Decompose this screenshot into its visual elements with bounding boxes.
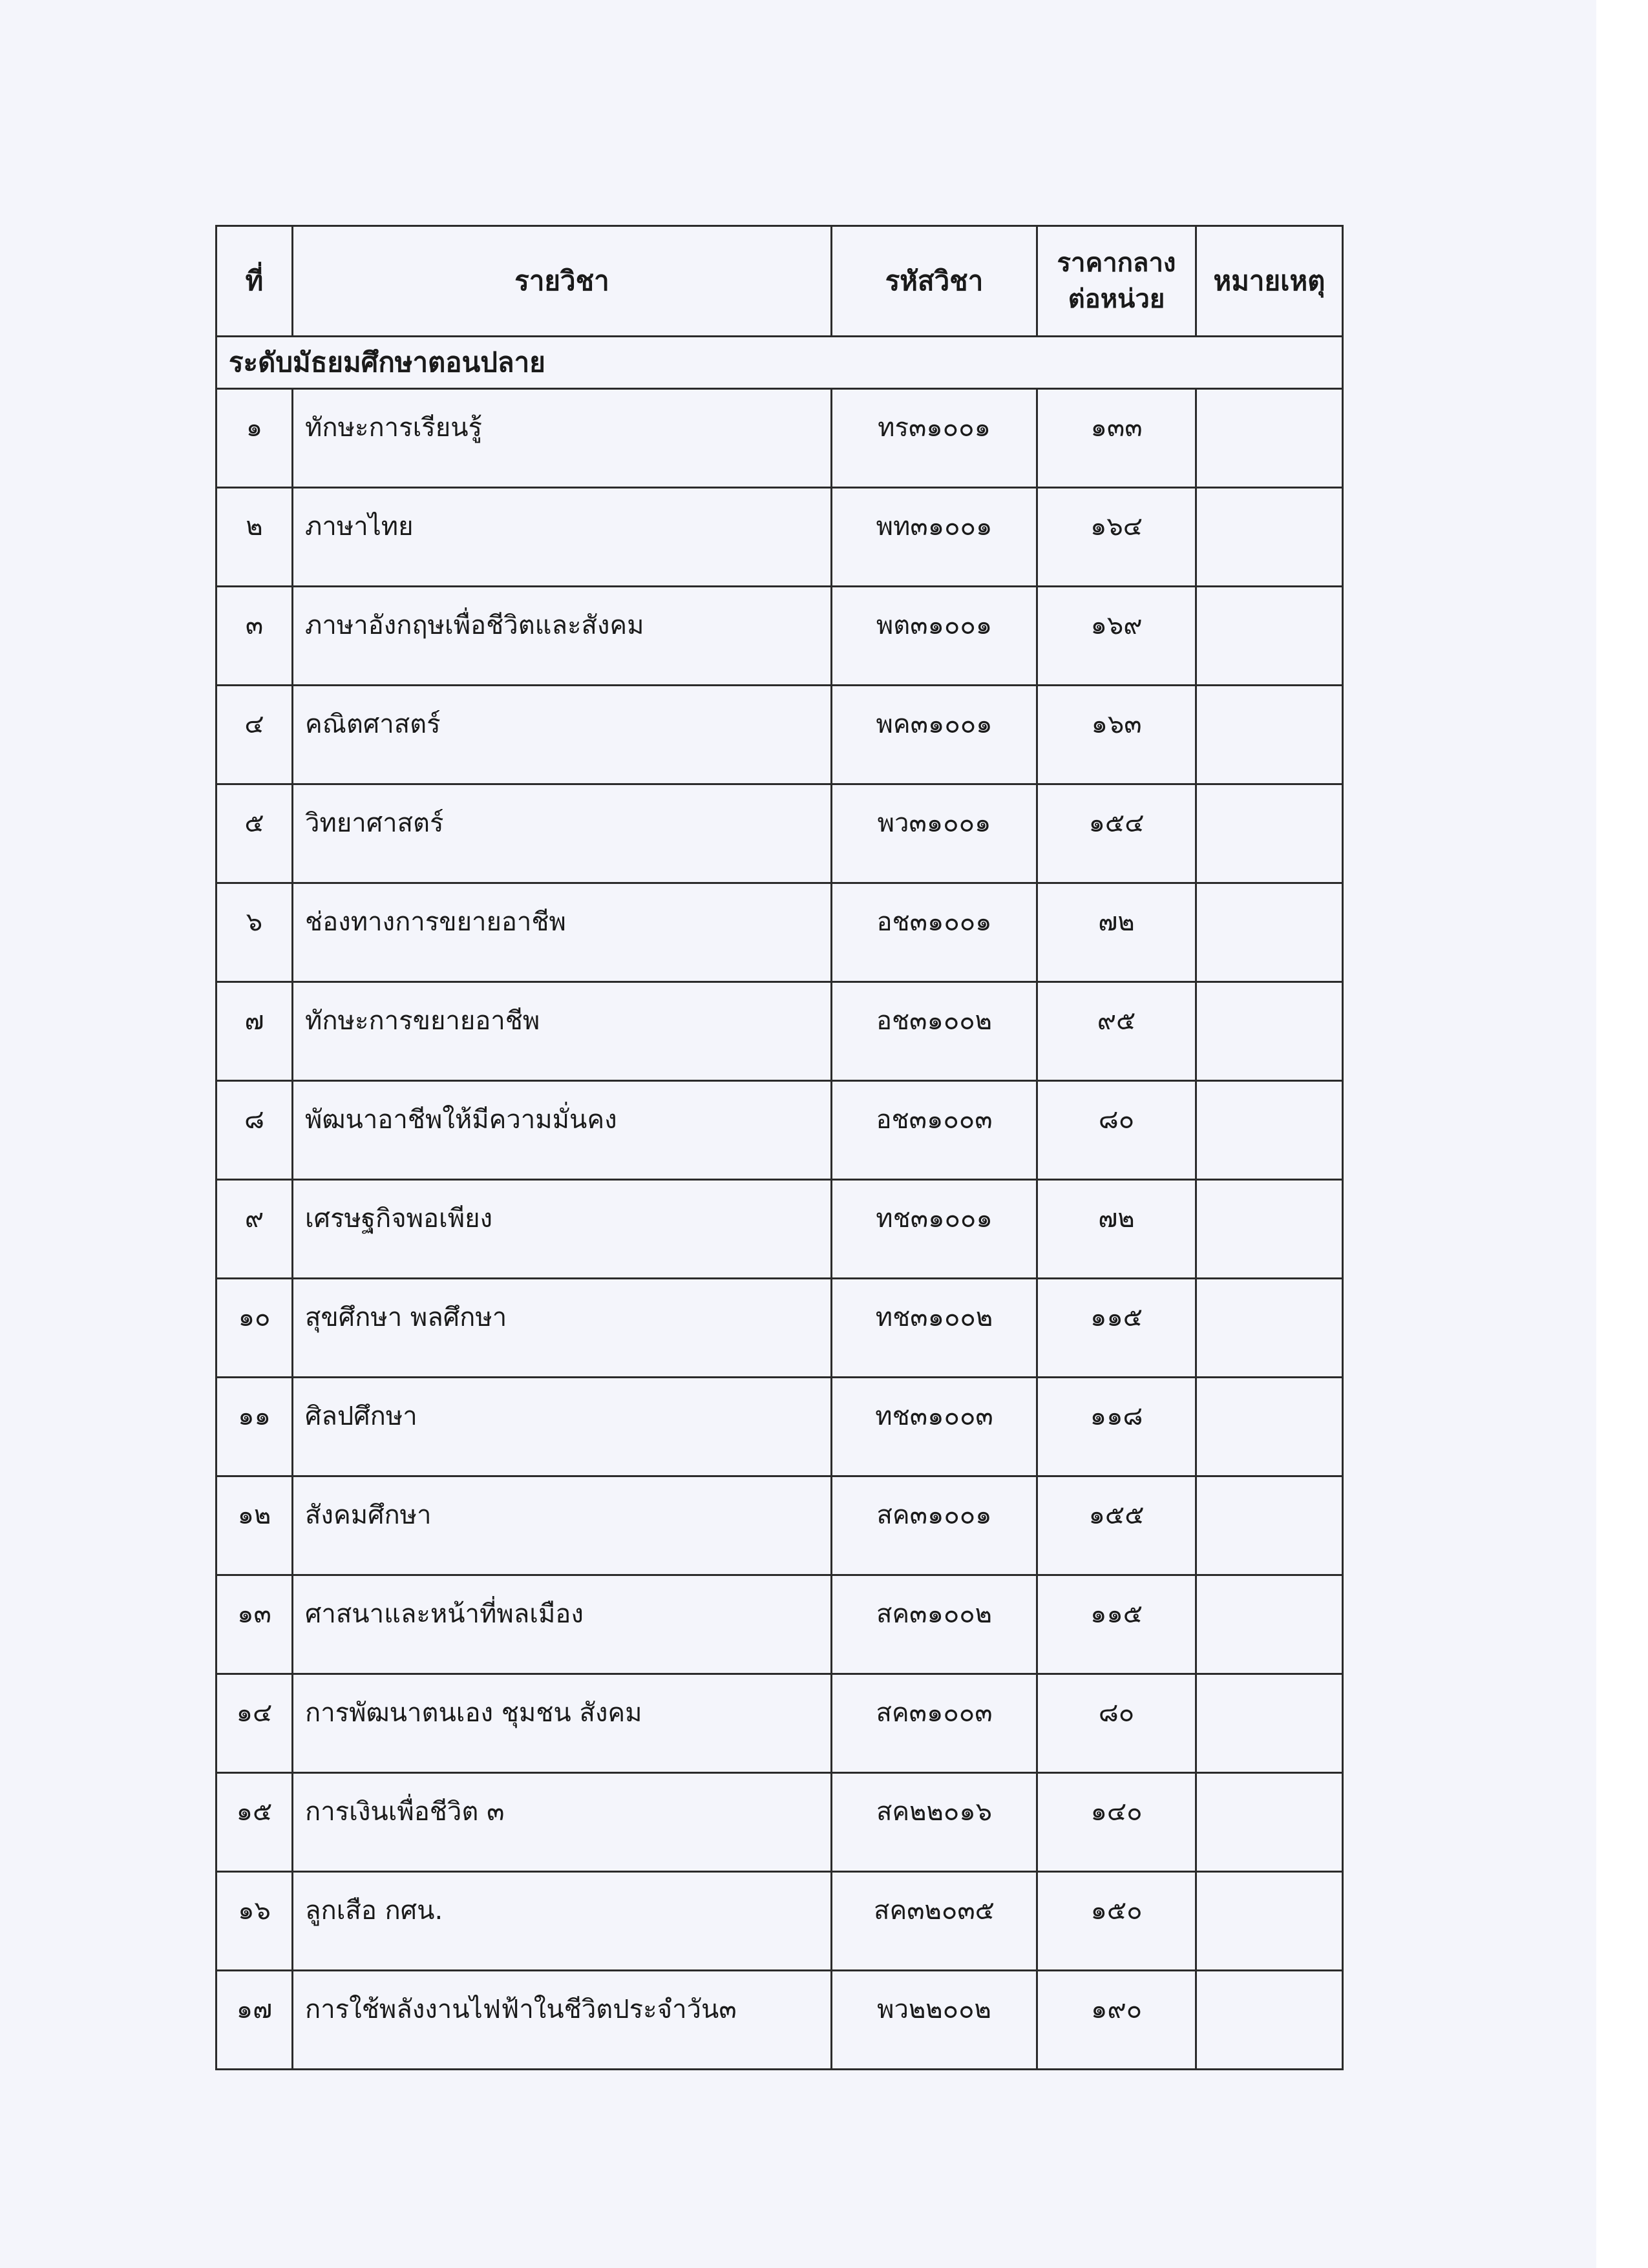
page-edge xyxy=(1596,0,1648,2268)
subject-code: พว๒๒๐๐๒ xyxy=(832,1971,1037,2070)
header-price-line1: ราคากลาง xyxy=(1057,248,1176,278)
remark xyxy=(1196,1081,1343,1180)
subject-name: คณิตศาสตร์ xyxy=(293,686,832,784)
row-number: ๔ xyxy=(217,686,293,784)
subject-name: สังคมศึกษา xyxy=(293,1476,832,1575)
table-row xyxy=(217,1180,1343,1279)
unit-price: ๑๑๕ xyxy=(1037,1575,1196,1674)
subject-name: ช่องทางการขยายอาชีพ xyxy=(293,883,832,982)
remark xyxy=(1196,1378,1343,1476)
table-header-row xyxy=(217,226,1343,337)
subject-code: สค๓๑๐๐๓ xyxy=(832,1674,1037,1773)
header-code: รหัสวิชา xyxy=(832,226,1037,337)
subject-name: วิทยาศาสตร์ xyxy=(293,784,832,883)
row-number: ๕ xyxy=(217,784,293,883)
unit-price: ๑๖๔ xyxy=(1037,488,1196,587)
row-number: ๑๐ xyxy=(217,1279,293,1378)
unit-price: ๗๒ xyxy=(1037,1180,1196,1279)
table-row xyxy=(217,1971,1343,2070)
unit-price: ๑๕๐ xyxy=(1037,1872,1196,1971)
subject-name: สุขศึกษา พลศึกษา xyxy=(293,1279,832,1378)
row-number: ๑๖ xyxy=(217,1872,293,1971)
table-row xyxy=(217,587,1343,686)
table-row xyxy=(217,982,1343,1081)
subject-name: ทักษะการเรียนรู้ xyxy=(293,389,832,488)
subject-name: การเงินเพื่อชีวิต ๓ xyxy=(293,1773,832,1872)
unit-price: ๑๑๘ xyxy=(1037,1378,1196,1476)
table-row xyxy=(217,1872,1343,1971)
unit-price: ๗๒ xyxy=(1037,883,1196,982)
subject-code: พว๓๑๐๐๑ xyxy=(832,784,1037,883)
subject-code: อช๓๑๐๐๓ xyxy=(832,1081,1037,1180)
subject-code: อช๓๑๐๐๑ xyxy=(832,883,1037,982)
table-row xyxy=(217,1476,1343,1575)
subject-code: พต๓๑๐๐๑ xyxy=(832,587,1037,686)
remark xyxy=(1196,488,1343,587)
row-number: ๑ xyxy=(217,389,293,488)
row-number: ๘ xyxy=(217,1081,293,1180)
row-number: ๙ xyxy=(217,1180,293,1279)
table-row xyxy=(217,1081,1343,1180)
remark xyxy=(1196,883,1343,982)
unit-price: ๑๖๙ xyxy=(1037,587,1196,686)
subject-name: การพัฒนาตนเอง ชุมชน สังคม xyxy=(293,1674,832,1773)
subject-code: ทช๓๑๐๐๓ xyxy=(832,1378,1037,1476)
remark xyxy=(1196,1971,1343,2070)
remark xyxy=(1196,587,1343,686)
unit-price: ๑๓๓ xyxy=(1037,389,1196,488)
subject-code: สค๓๒๐๓๕ xyxy=(832,1872,1037,1971)
table-row xyxy=(217,1674,1343,1773)
remark xyxy=(1196,784,1343,883)
header-price-line2: ต่อหน่วย xyxy=(1068,284,1165,314)
remark xyxy=(1196,1674,1343,1773)
table-row xyxy=(217,1378,1343,1476)
row-number: ๒ xyxy=(217,488,293,587)
unit-price: ๑๑๕ xyxy=(1037,1279,1196,1378)
subject-code: พท๓๑๐๐๑ xyxy=(832,488,1037,587)
subject-name: ลูกเสือ กศน. xyxy=(293,1872,832,1971)
subject-code: สค๓๑๐๐๒ xyxy=(832,1575,1037,1674)
unit-price: ๑๖๓ xyxy=(1037,686,1196,784)
table-row xyxy=(217,1575,1343,1674)
subject-name: พัฒนาอาชีพให้มีความมั่นคง xyxy=(293,1081,832,1180)
textbook-price-table xyxy=(215,225,1344,2070)
remark xyxy=(1196,1279,1343,1378)
subject-name: ภาษาอังกฤษเพื่อชีวิตและสังคม xyxy=(293,587,832,686)
table-row xyxy=(217,389,1343,488)
row-number: ๗ xyxy=(217,982,293,1081)
row-number: ๖ xyxy=(217,883,293,982)
remark xyxy=(1196,389,1343,488)
unit-price: ๘๐ xyxy=(1037,1674,1196,1773)
section-row xyxy=(217,337,1343,389)
subject-code: ทช๓๑๐๐๒ xyxy=(832,1279,1037,1378)
table-row xyxy=(217,686,1343,784)
remark xyxy=(1196,1575,1343,1674)
subject-code: ทร๓๑๐๐๑ xyxy=(832,389,1037,488)
subject-name: ภาษาไทย xyxy=(293,488,832,587)
subject-name: ทักษะการขยายอาชีพ xyxy=(293,982,832,1081)
unit-price: ๑๕๕ xyxy=(1037,1476,1196,1575)
remark xyxy=(1196,1872,1343,1971)
row-number: ๑๗ xyxy=(217,1971,293,2070)
unit-price: ๑๔๐ xyxy=(1037,1773,1196,1872)
table-row xyxy=(217,1773,1343,1872)
header-price xyxy=(1037,226,1196,337)
section-title: ระดับมัธยมศึกษาตอนปลาย xyxy=(217,337,1343,389)
table-row xyxy=(217,883,1343,982)
row-number: ๑๒ xyxy=(217,1476,293,1575)
header-note: หมายเหตุ xyxy=(1196,226,1343,337)
table-row xyxy=(217,488,1343,587)
remark xyxy=(1196,1773,1343,1872)
subject-code: ทช๓๑๐๐๑ xyxy=(832,1180,1037,1279)
remark xyxy=(1196,686,1343,784)
row-number: ๑๑ xyxy=(217,1378,293,1476)
subject-code: พค๓๑๐๐๑ xyxy=(832,686,1037,784)
unit-price: ๙๕ xyxy=(1037,982,1196,1081)
unit-price: ๑๕๔ xyxy=(1037,784,1196,883)
row-number: ๑๕ xyxy=(217,1773,293,1872)
remark xyxy=(1196,982,1343,1081)
subject-name: ศิลปศึกษา xyxy=(293,1378,832,1476)
remark xyxy=(1196,1180,1343,1279)
remark xyxy=(1196,1476,1343,1575)
subject-code: สค๓๑๐๐๑ xyxy=(832,1476,1037,1575)
subject-code: อช๓๑๐๐๒ xyxy=(832,982,1037,1081)
header-subject: รายวิชา xyxy=(293,226,832,337)
unit-price: ๘๐ xyxy=(1037,1081,1196,1180)
row-number: ๑๓ xyxy=(217,1575,293,1674)
subject-code: สค๒๒๐๑๖ xyxy=(832,1773,1037,1872)
row-number: ๑๔ xyxy=(217,1674,293,1773)
subject-name: เศรษฐกิจพอเพียง xyxy=(293,1180,832,1279)
row-number: ๓ xyxy=(217,587,293,686)
header-no: ที่ xyxy=(217,226,293,337)
table-row xyxy=(217,1279,1343,1378)
subject-name: ศาสนาและหน้าที่พลเมือง xyxy=(293,1575,832,1674)
unit-price: ๑๙๐ xyxy=(1037,1971,1196,2070)
table-row xyxy=(217,784,1343,883)
subject-name: การใช้พลังงานไฟฟ้าในชีวิตประจำวัน๓ xyxy=(293,1971,832,2070)
